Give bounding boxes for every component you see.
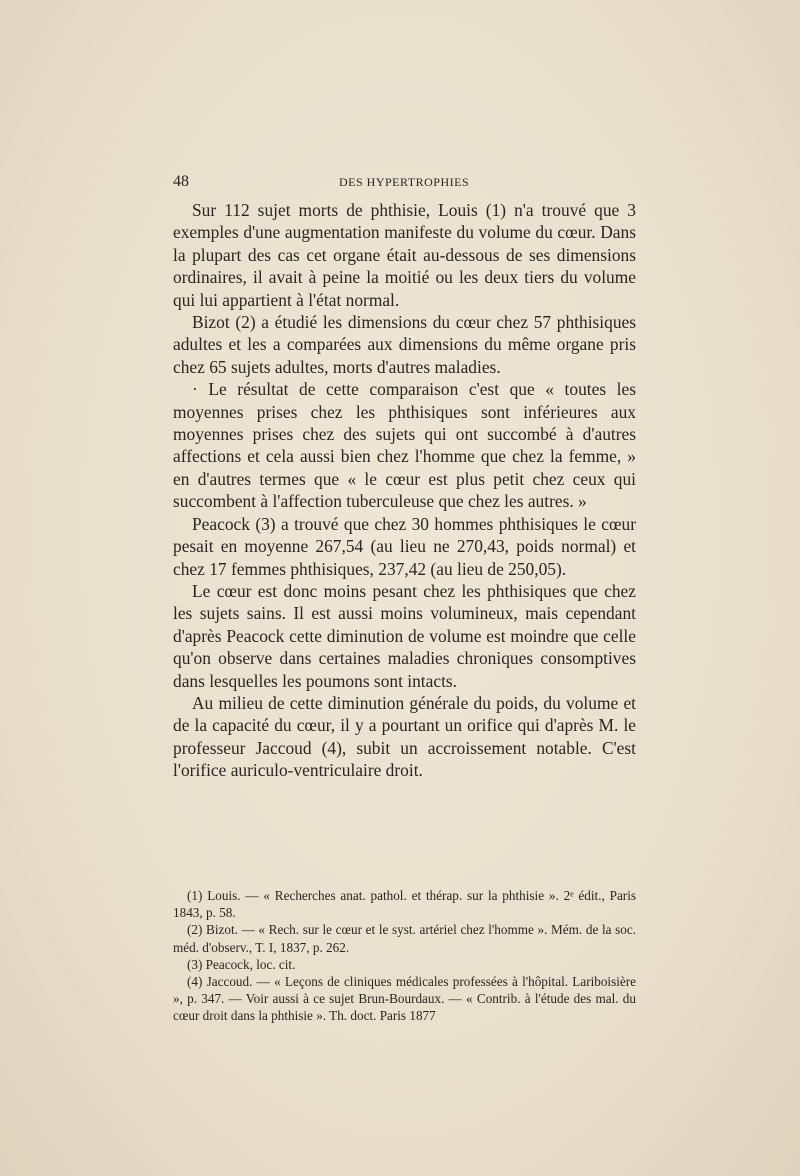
paragraph: Bizot (2) a étudié les dimensions du cœur chez 57 phthisiques adultes et les a comparées aux dimensions du même organe pris chez 65 sujets adultes, morts d'autres maladies. bbox=[173, 312, 636, 377]
footnote: (3) Peacock, loc. cit. bbox=[187, 956, 296, 972]
paragraph: Le cœur est donc moins pesant chez les phthisiques que chez les sujets sains. Il est aussi moins volumineux, mais cependant d'après Peacock cette diminution de volume est moindre que celle qu'on observe dans certaines maladies chroniques consomptives dans lesquelles les poumons sont intacts. bbox=[173, 580, 636, 691]
running-title: DES HYPERTROPHIES bbox=[339, 175, 470, 189]
paragraph: · Le résultat de cette comparaison c'est que « toutes les moyennes prises chez les phthisiques sont inférieures aux moyennes prises chez des sujets qui ont succombé à d'autres affections et cela aussi bien chez l'homme que chez la femme, » en d'autres termes que « le cœur est plus petit chez ceux qui succombent à l'affection tuberculeuse que chez les autres. » bbox=[173, 379, 636, 512]
paragraph: Sur 112 sujet morts de phthisie, Louis (1) n'a trouvé que 3 exemples d'une augmentation manifeste du volume du cœur. Dans la plupart des cas cet organe était au-dessous de ses dimensions ordinaires, il avait à peine la moitié ou les deux tiers du volume qui lui appartient à l'état normal. bbox=[173, 200, 636, 310]
footnote: (1) Louis. — « Recherches anat. pathol. et thérap. sur la phthisie ». 2ᵉ édit., Paris 1843, p. 58. bbox=[173, 888, 636, 921]
paragraph: Peacock (3) a trouvé que chez 30 hommes phthisiques le cœur pesait en moyenne 267,54 (au lieu ne 270,43, poids normal) et chez 17 femmes phthisiques, 237,42 (au lieu de 250,05). bbox=[173, 513, 636, 579]
footnotes bbox=[173, 887, 636, 1025]
body-text bbox=[173, 199, 636, 782]
footnote: (4) Jaccoud. — « Leçons de cliniques médicales professées à l'hôpital. Lariboisière », p. 347. — Voir aussi à ce sujet Brun-Bourdaux. — « Contrib. à l'étude des mal. du cœur droit dans la phthisie ». Th. doct. Paris 1877 bbox=[173, 974, 636, 1024]
footnote: (2) Bizot. — « Rech. sur le cœur et le syst. artériel chez l'homme ». Mém. de la soc. méd. d'observ., T. I, 1837, p. 262. bbox=[173, 922, 636, 955]
page-header bbox=[173, 173, 636, 193]
page-number: 48 bbox=[173, 173, 189, 190]
paragraph: Au milieu de cette diminution générale du poids, du volume et de la capacité du cœur, il y a pourtant un orifice qui d'après M. le professeur Jaccoud (4), subit un accroissement notable. C'est l'orifice auriculo-ventriculaire droit. bbox=[173, 692, 636, 781]
